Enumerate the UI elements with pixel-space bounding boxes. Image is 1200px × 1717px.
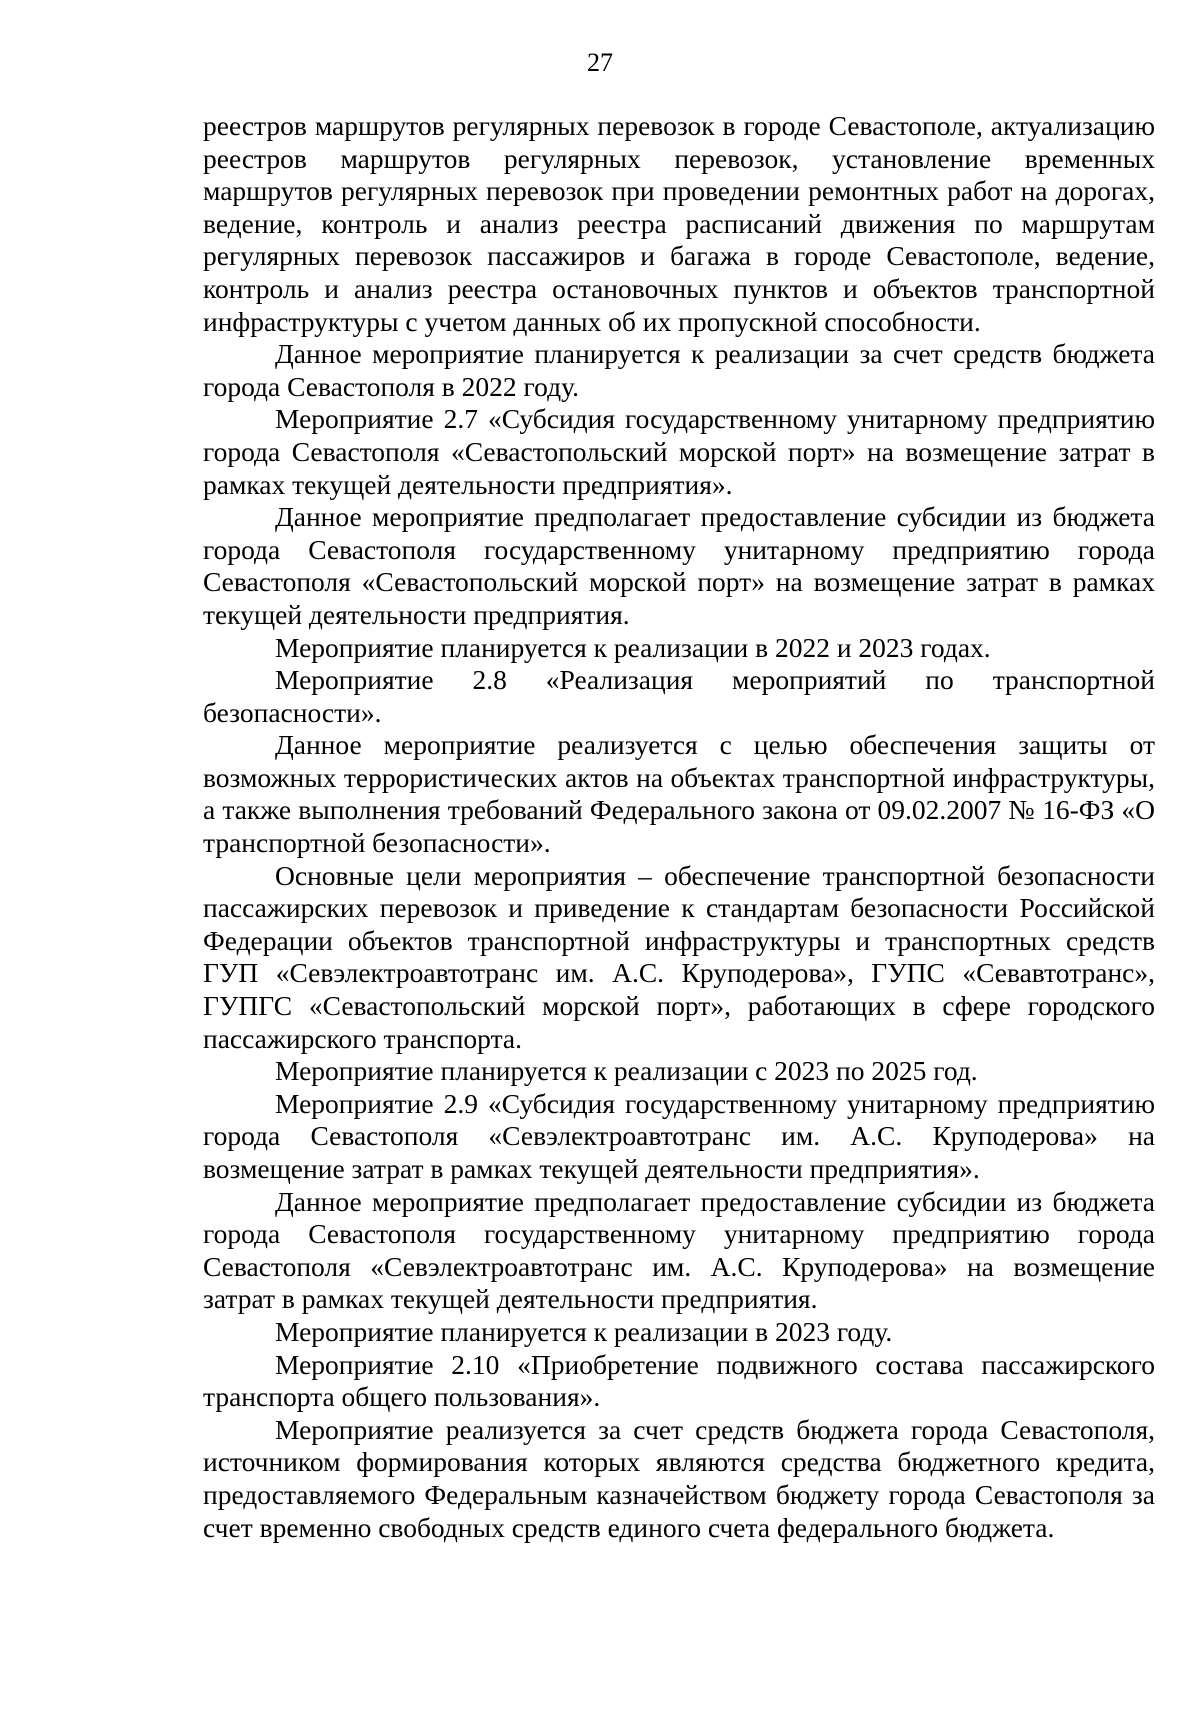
page-number: 27 [587, 48, 613, 77]
paragraph-13: Мероприятие 2.10 «Приобретение подвижного состава пассажирского транспорта общего пользования». [203, 1348, 1155, 1413]
paragraph-11: Данное мероприятие предполагает предоставление субсидии из бюджета города Севастополя государственному унитарному предприятию города Севастополя «Севэлектроавтотранс им. А.С. Круподерова» на возмещение затрат в рамках текущей деятельности предприятия. [203, 1185, 1155, 1315]
paragraph-6: Мероприятие 2.8 «Реализация мероприятий по транспортной безопасности». [203, 664, 1155, 728]
paragraph-8: Основные цели мероприятия – обеспечение транспортной безопасности пассажирских перевозок и приведение к стандартам безопасности Российской Федерации объектов транспортной инфраструктуры и транспортных средств ГУП «Севэлектроавтотранс им. А.С. Круподерова», ГУПС «Севавтотранс», ГУПГС «Севастопольский морской порт», работающих в сфере городского пассажирского транспорта. [203, 859, 1155, 1054]
paragraph-9: Мероприятие планируется к реализации с 2023 по 2025 год. [275, 1055, 978, 1087]
paragraph-2: Данное мероприятие планируется к реализации за счет средств бюджета города Севастополя в 2022 году. [203, 338, 1155, 402]
paragraph-4: Данное мероприятие предполагает предоставление субсидии из бюджета города Севастополя государственному унитарному предприятию города Севастополя «Севастопольский морской порт» на возмещение затрат в рамках текущей деятельности предприятия. [203, 501, 1155, 630]
paragraph-10: Мероприятие 2.9 «Субсидия государственному унитарному предприятию города Севастополя «Севэлектроавтотранс им. А.С. Круподерова» на возмещение затрат в рамках текущей деятельности предприятия». [203, 1087, 1155, 1184]
paragraph-7: Данное мероприятие реализуется с целью обеспечения защиты от возможных террористических актов на объектах транспортной инфраструктуры, а также выполнения требований Федерального закона от 09.02.2007 № 16-ФЗ «О транспортной безопасности». [203, 729, 1155, 859]
document-body [203, 110, 1155, 1544]
paragraph-5: Мероприятие планируется к реализации в 2022 и 2023 годах. [275, 631, 991, 663]
paragraph-1: реестров маршрутов регулярных перевозок в городе Севастополе, актуализацию реестров маршрутов регулярных перевозок, установление временных маршрутов регулярных перевозок при проведении ремонтных работ на дорогах, ведение, контроль и анализ реестра расписаний движения по маршрутам регулярных перевозок пассажиров и багажа в городе Севастополе, ведение, контроль и анализ реестра остановочных пунктов и объектов транспортной инфраструктуры с учетом данных об их пропускной способности. [203, 110, 1155, 337]
paragraph-3: Мероприятие 2.7 «Субсидия государственному унитарному предприятию города Севастополя «Севастопольский морской порт» на возмещение затрат в рамках текущей деятельности предприятия». [203, 403, 1155, 500]
paragraph-14: Мероприятие реализуется за счет средств бюджета города Севастополя, источником формирования которых являются средства бюджетного кредита, предоставляемого Федеральным казначейством бюджету города Севастополя за счет временно свободных средств единого счета федерального бюджета. [203, 1413, 1155, 1543]
paragraph-12: Мероприятие планируется к реализации в 2023 году. [275, 1315, 893, 1347]
